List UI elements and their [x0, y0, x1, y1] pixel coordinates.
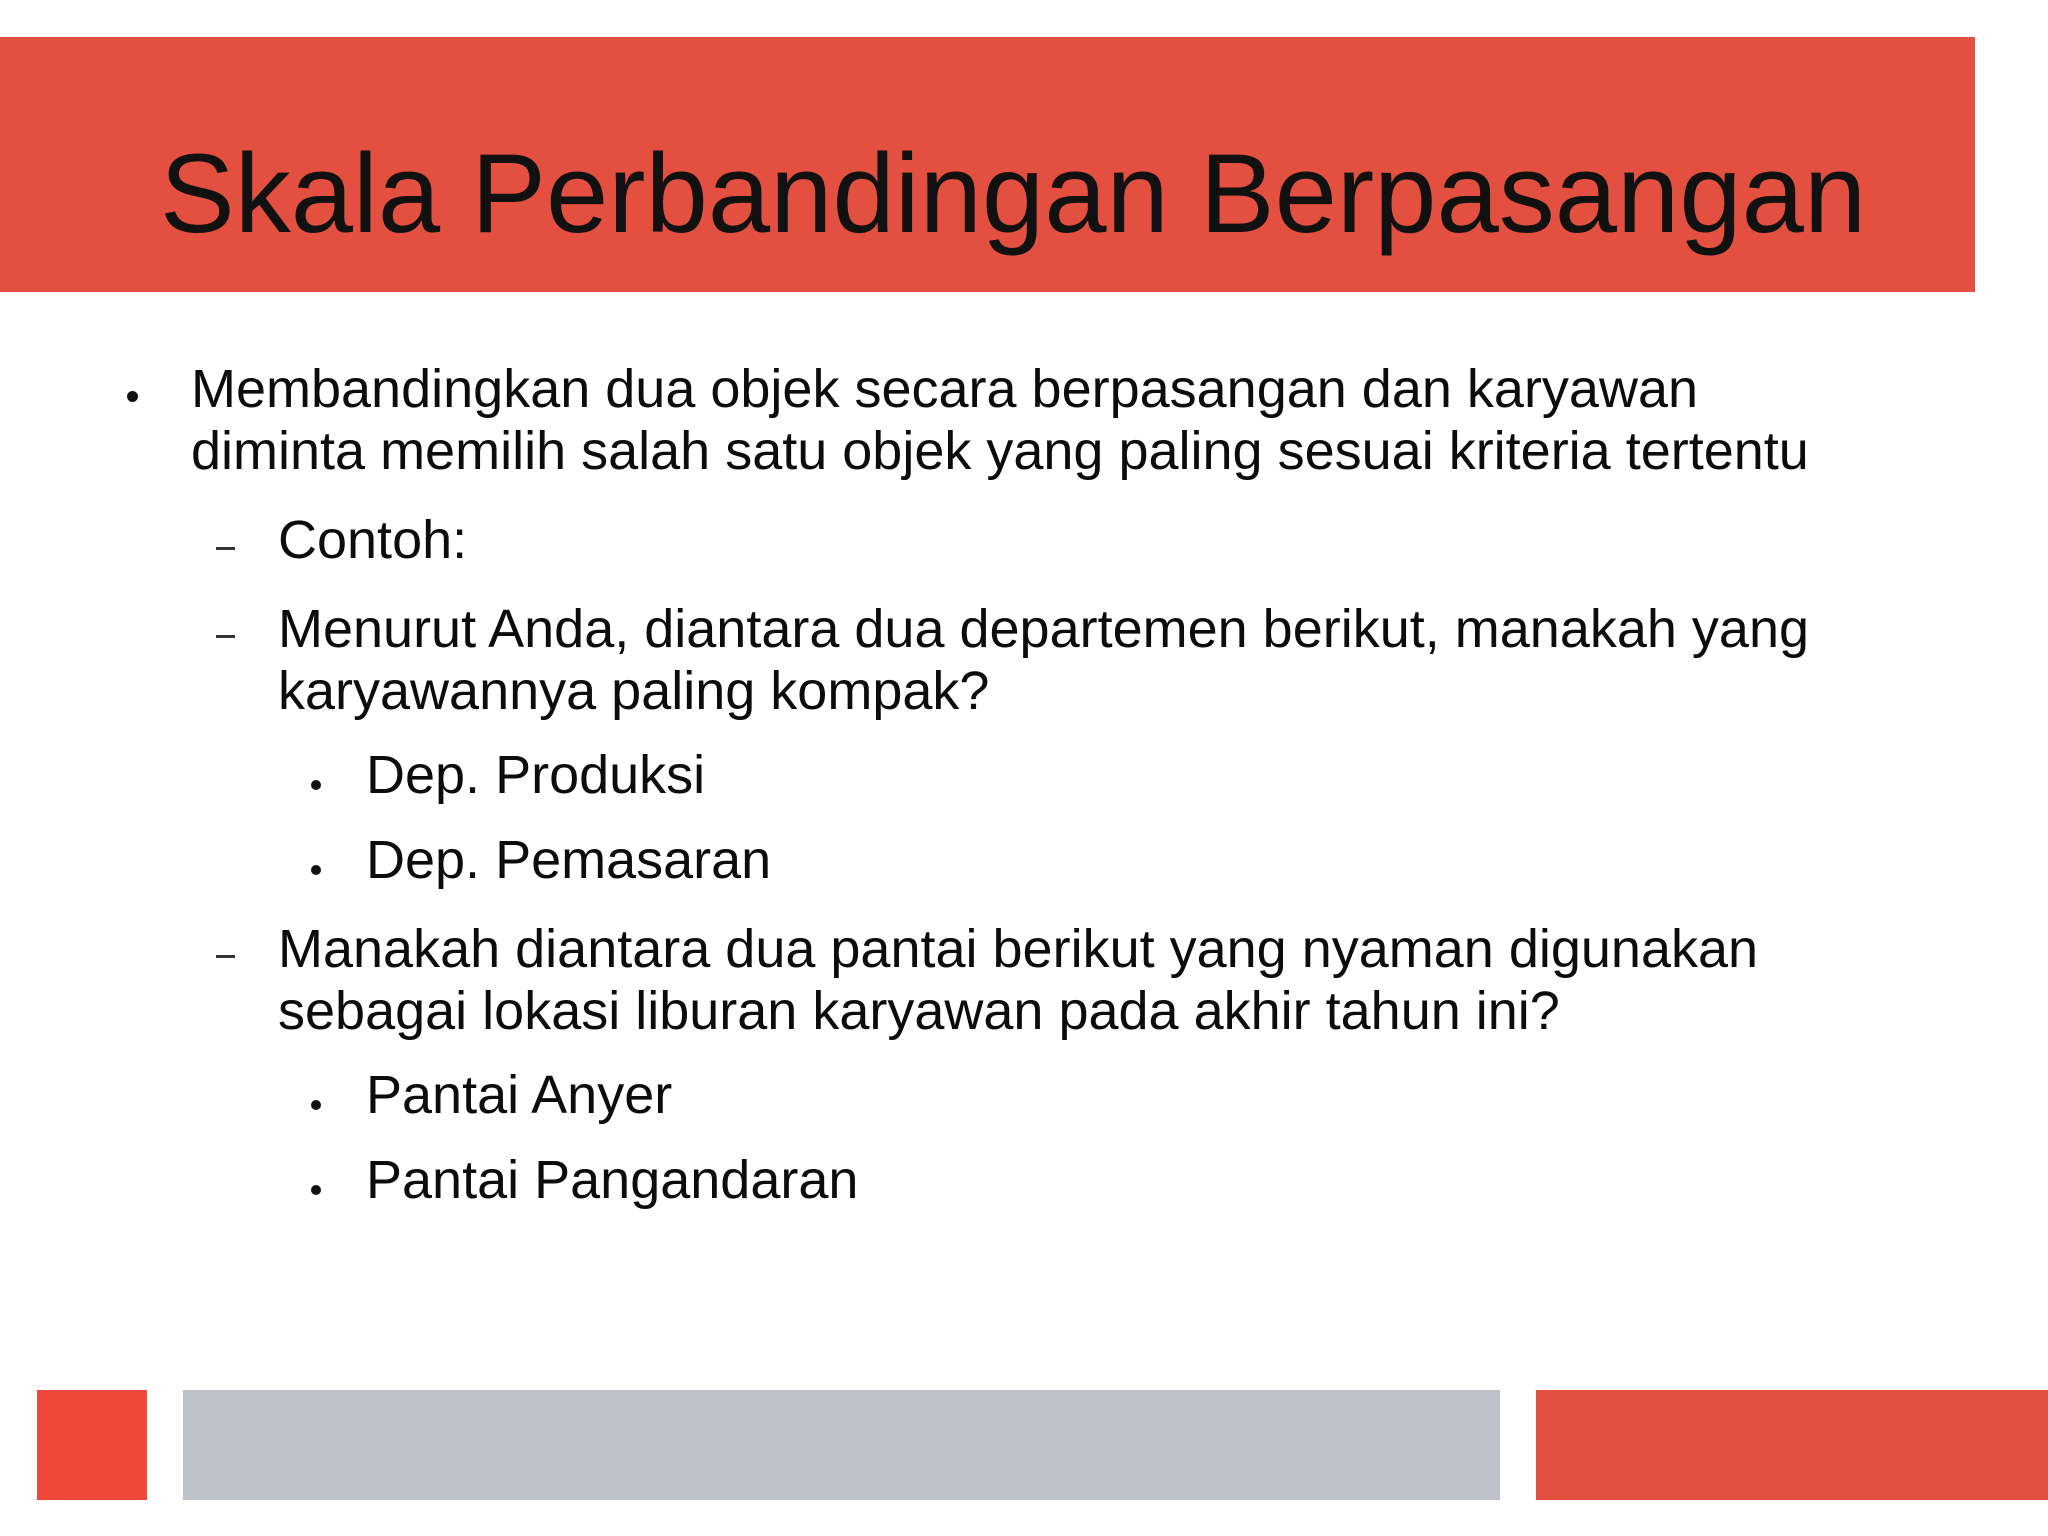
bullet-main-line-2: diminta memilih salah satu objek yang paling sesuai kriteria tertentu	[191, 421, 1809, 481]
sub-item-contoh-text: Contoh:	[278, 510, 468, 570]
option-text: Dep. Pemasaran	[366, 830, 772, 890]
sub-item-departemen-line-2: karyawannya paling kompak?	[278, 661, 990, 721]
bullet-dot	[311, 1185, 321, 1195]
sub-item-departemen-line-1: Menurut Anda, diantara dua departemen berikut, manakah yang	[278, 599, 1810, 659]
option-text: Pantai Anyer	[366, 1065, 673, 1125]
bullet-dot	[311, 780, 321, 790]
footer-bar-gray	[183, 1390, 1500, 1500]
option-text: Pantai Pangandaran	[366, 1150, 859, 1210]
bullet-main-line-1: Membandingkan dua objek secara berpasangan dan karyawan	[191, 359, 1699, 419]
slide-title: Skala Perbandingan Berpasangan	[160, 131, 1867, 256]
bullet-dot	[311, 865, 321, 875]
dash-marker	[216, 547, 235, 550]
footer-square-left	[37, 1390, 147, 1500]
sub-item-pantai-line-1: Manakah diantara dua pantai berikut yang nyaman digunakan	[278, 919, 1759, 979]
footer-bar-right	[1536, 1390, 2048, 1500]
dash-marker	[216, 955, 235, 958]
dash-marker	[216, 635, 235, 638]
sub-item-pantai-line-2: sebagai lokasi liburan karyawan pada akhir tahun ini?	[278, 981, 1560, 1041]
bullet-dot	[311, 1100, 321, 1110]
bullet-dot	[127, 391, 138, 402]
option-text: Dep. Produksi	[366, 745, 706, 805]
